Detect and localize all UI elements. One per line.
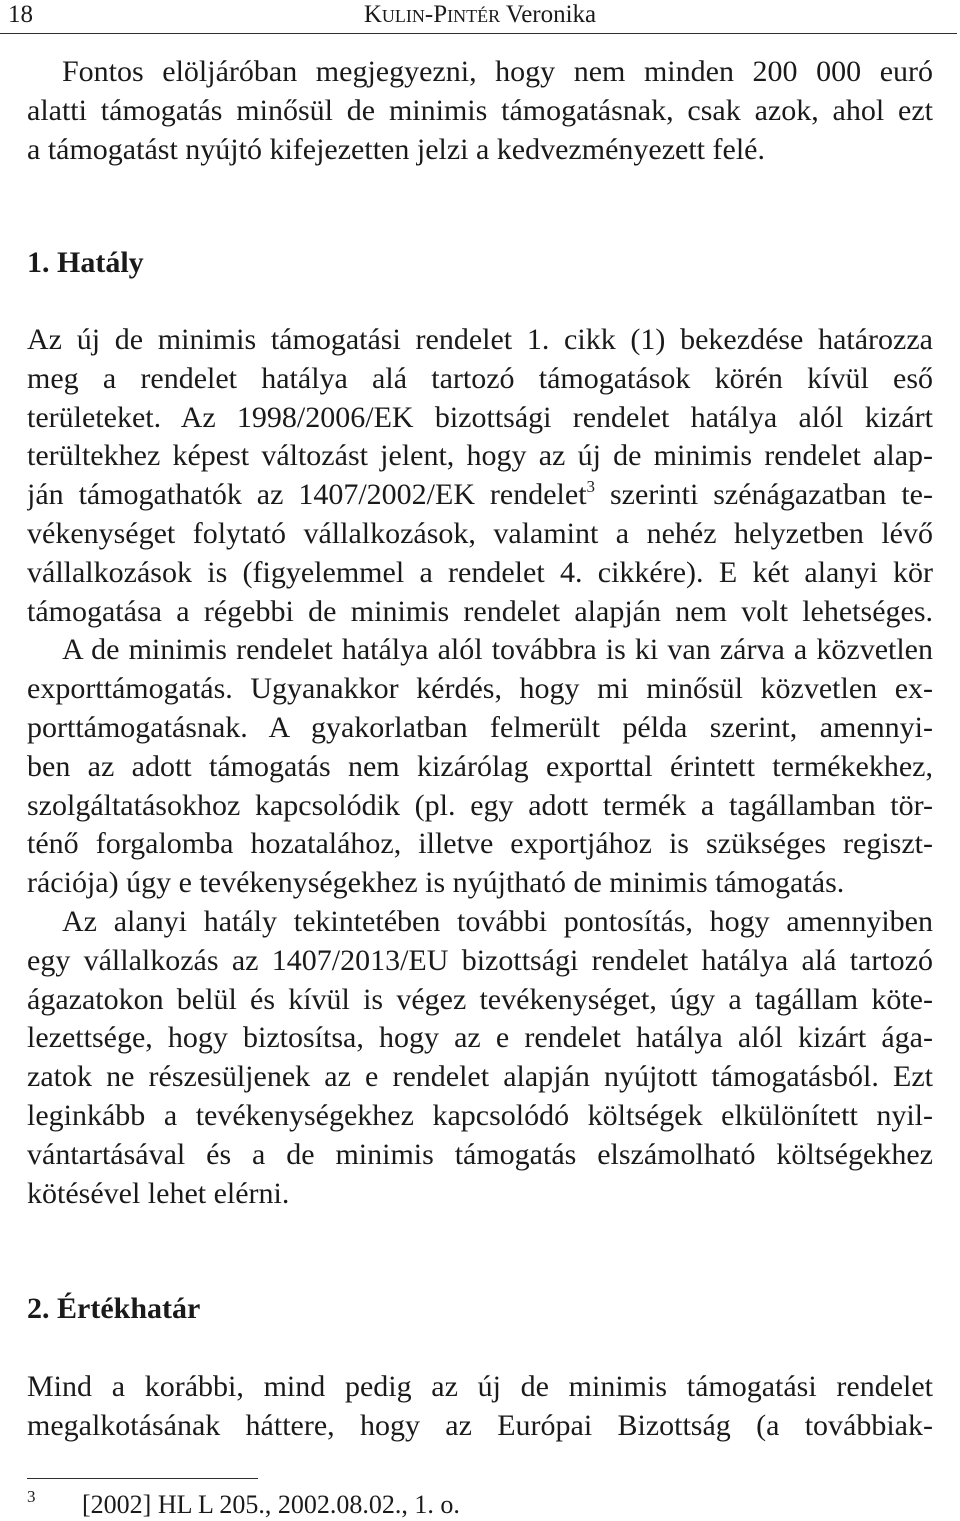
text-segment: ján támogathatók az 1407/2002/EK rendelet xyxy=(27,478,587,512)
running-title xyxy=(0,0,960,30)
text-line: Fontos elöljáróban megjegyezni, hogy nem minden 200 000 euró xyxy=(62,55,933,88)
author-surname: Kulin-Pintér xyxy=(363,1,501,28)
footnote xyxy=(27,1487,933,1520)
text-line: exporttámogatás. Ugyanakkor kérdés, hogy mi minősül közvetlen ex- xyxy=(27,672,933,706)
text-line: ben az adott támogatás nem kizárólag exporttal érintett termékekhez, xyxy=(27,749,933,783)
paragraph xyxy=(27,321,933,631)
author-given-name: Veronika xyxy=(505,1,597,28)
text-line: vántartásával és a de minimis támogatás elszámolható költségekhez xyxy=(27,1137,933,1171)
text-line: terültekhez képest változást jelent, hogy az új de minimis rendelet alap- xyxy=(27,439,933,473)
text-line: meg a rendelet hatálya alá tartozó támogatások körén kívül eső xyxy=(27,361,933,395)
text-line: Az új de minimis támogatási rendelet 1. cikk (1) bekezdése határozza xyxy=(27,323,933,356)
text-segment: szerinti szénágazatban te- xyxy=(595,478,933,512)
text-line: vékenységet folytató vállalkozások, valamint a nehéz helyzetben lévő xyxy=(27,516,933,550)
text-line: rációja) úgy e tevékenységekhez is nyújtható de minimis támogatás. xyxy=(27,866,845,900)
footnote-separator xyxy=(27,1478,258,1479)
footnote-reference: 3 xyxy=(586,477,596,497)
text-line: szolgáltatásokhoz kapcsolódik (pl. egy adott termék a tagállamban tör- xyxy=(27,788,933,822)
running-header xyxy=(0,0,960,33)
section-body xyxy=(27,321,933,1213)
text-line: Mind a korábbi, mind pedig az új de minimis támogatási rendelet xyxy=(27,1370,933,1403)
text-line xyxy=(27,476,933,515)
paragraph xyxy=(27,631,933,903)
text-line: A de minimis rendelet hatálya alól továbbra is ki van zárva a közvetlen xyxy=(62,633,933,667)
text-line: ágazatokon belül és kívül is végez tevékenységet, úgy a tagállam köte- xyxy=(27,982,933,1016)
text-line: vállalkozások is (figyelemmel a rendelet 4. cikkére). E két alanyi kör xyxy=(27,555,933,589)
page-number: 18 xyxy=(8,1,33,28)
intro-paragraph xyxy=(27,53,933,169)
text-line: területeket. Az 1998/2006/EK bizottsági rendelet hatálya alól kizárt xyxy=(27,400,933,434)
text-line: egy vállalkozás az 1407/2013/EU bizottsági rendelet hatálya alá tartozó xyxy=(27,943,933,977)
text-line: lezettsége, hogy biztosítsa, hogy az e rendelet hatálya alól kizárt ága- xyxy=(27,1021,933,1055)
footnote-text: [2002] HL L 205., 2002.08.02., 1. o. xyxy=(82,1490,460,1519)
text-line: ténő forgalomba hozatalához, illetve exportjához is szükséges regiszt- xyxy=(27,827,933,861)
text-line: megalkotásának háttere, hogy az Európai Bizottság (a továbbiak- xyxy=(27,1408,933,1442)
footnote-mark: 3 xyxy=(27,1487,36,1506)
section-heading: 1. Hatály xyxy=(27,246,144,279)
text-line: alatti támogatás minősül de minimis támogatásnak, csak azok, ahol ezt xyxy=(27,93,933,127)
text-line: támogatása a régebbi de minimis rendelet alapján nem volt lehetséges. xyxy=(27,594,933,628)
text-line: Az alanyi hatály tekintetében további pontosítás, hogy amennyiben xyxy=(62,904,933,938)
paragraph xyxy=(27,1368,933,1446)
section-body xyxy=(27,1368,933,1446)
section-heading: 2. Értékhatár xyxy=(27,1292,201,1325)
text-line: a támogatást nyújtó kifejezetten jelzi a kedvezményezett felé. xyxy=(27,132,765,166)
paragraph xyxy=(27,903,933,1213)
header-rule xyxy=(0,33,957,34)
text-line: kötésével lehet elérni. xyxy=(27,1176,290,1210)
text-line: zatok ne részesüljenek az e rendelet alapján nyújtott támogatásból. Ezt xyxy=(27,1060,933,1094)
text-line: leginkább a tevékenységekhez kapcsolódó költségek elkülönített nyil- xyxy=(27,1098,933,1132)
text-line: porttámogatásnak. A gyakorlatban felmerült példa szerint, amennyi- xyxy=(27,710,933,744)
